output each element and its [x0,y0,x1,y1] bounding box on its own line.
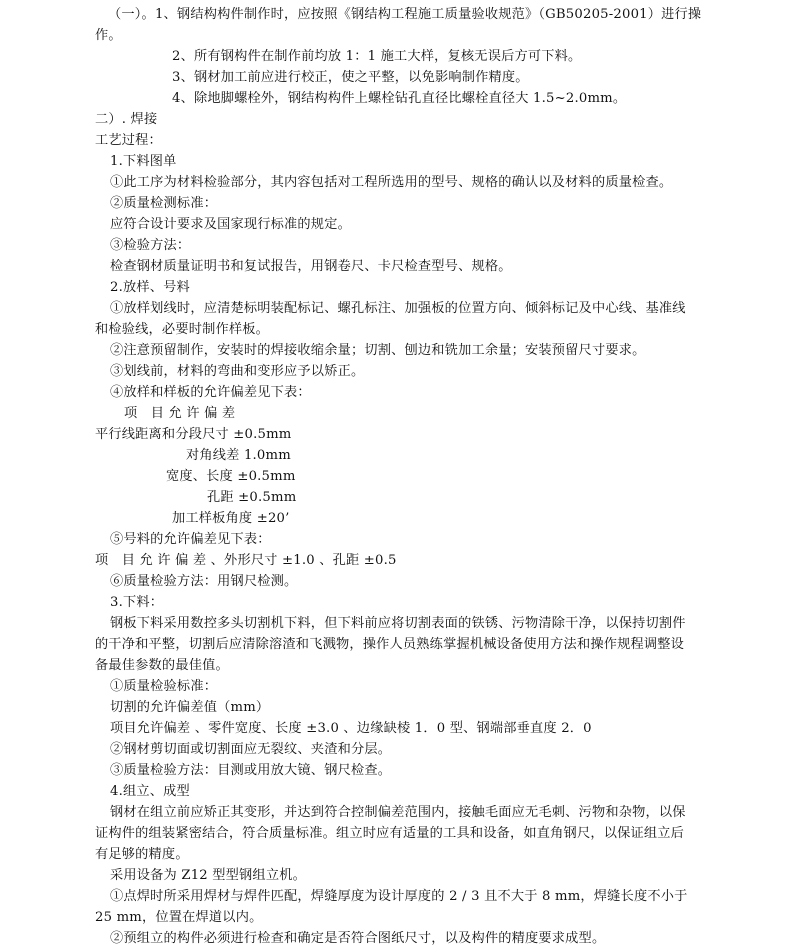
text-line: 证构件的组装紧密结合，符合质量标准。组立时应有适量的工具和设备，如直角钢尺，以保证组立后 [95,826,685,841]
subsection-heading: 2.放样、号料 [110,280,190,295]
text-line: 切割的允许偏差值（mm） [110,700,270,715]
text-line: ①放样划线时，应清楚标明装配标记、螺孔标注、加强板的位置方向、倾斜标记及中心线、基准线 [110,301,686,316]
cut-off-previous-line [95,0,615,3]
tolerance-row: 对角线差 1.0mm [186,448,291,463]
tolerance-row: 平行线距离和分段尺寸 ±0.5mm [95,427,292,442]
text-line: 2、所有钢构件在制作前均放 1：1 施工大样，复核无误后方可下料。 [172,49,582,64]
text-line: ②注意预留制作，安装时的焊接收缩余量；切割、刨边和铣加工余量；安装预留尺寸要求。 [110,343,646,358]
text-line: 应符合设计要求及国家现行标准的规定。 [110,217,351,232]
text-line: ①点焊时所采用焊材与焊件匹配，焊缝厚度为设计厚度的 2 / 3 且不大于 8 mm，焊缝长度不小于 [110,889,688,904]
text-line: ②质量检测标准： [110,196,218,211]
text-line: ①此工序为材料检验部分，其内容包括对工程所选用的型号、规格的确认以及材料的质量检查。 [110,175,673,190]
text-line: ③划线前，材料的弯曲和变形应予以矫正。 [110,364,365,379]
text-line: 采用设备为 Z12 型型钢组立机。 [110,868,306,883]
tolerance-table-header: 项 目 允 许 偏 差 [124,406,236,421]
text-line: 备最佳参数的最佳值。 [95,658,229,673]
text-line: 3、钢材加工前应进行校正，使之平整，以免影响制作精度。 [172,70,529,85]
text-line: 工艺过程： [95,133,162,148]
text-line: 作。 [95,28,122,43]
text-line: ④放样和样板的允许偏差见下表： [110,385,311,400]
text-line: 和检验线，必要时制作样板。 [95,322,270,337]
text-line: 有足够的精度。 [95,847,189,862]
text-line: 检查钢材质量证明书和复试报告，用钢卷尺、卡尺检查型号、规格。 [110,259,512,274]
text-line: 4、除地脚螺栓外，钢结构构件上螺栓钻孔直径比螺栓直径大 1.5~2.0mm。 [172,91,627,106]
section-heading: 二）. 焊接 [95,112,158,127]
text-line: ①质量检验标准： [110,679,218,694]
text-line: ③检验方法： [110,238,191,253]
tolerance-row: 加工样板角度 ±20’ [172,511,290,526]
subsection-heading: 3.下料： [110,595,164,610]
text-line: 钢材在组立前应矫正其变形，并达到符合控制偏差范围内，接触毛面应无毛刺、污物和杂物，以保 [110,805,686,820]
text-line: 25 mm，位置在焊道以内。 [95,910,263,925]
text-line: （一）。1、钢结构构件制作时，应按照《钢结构工程施工质量验收规范》（GB50205-2001）进行操 [108,7,702,22]
tolerance-row: 项目允许偏差 、零件宽度、长度 ±3.0 、边缘缺棱 1．0 型、钢端部垂直度 2．0 [110,721,592,736]
tolerance-row: 孔距 ±0.5mm [207,490,297,505]
text-line: 的干净和平整，切割后应清除溶渣和飞溅物，操作人员熟练掌握机械设备使用方法和操作规程调整设 [95,637,685,652]
tolerance-row: 项 目 允 许 偏 差 、外形尺寸 ±1.0 、孔距 ±0.5 [95,553,397,568]
text-line: ⑥质量检验方法：用钢尺检测。 [110,574,298,589]
subsection-heading: 1.下料图单 [110,154,177,169]
text-line: ⑤号料的允许偏差见下表： [110,532,271,547]
text-line: ③质量检验方法：目测或用放大镜、钢尺检查。 [110,763,392,778]
tolerance-row: 宽度、长度 ±0.5mm [166,469,296,484]
text-line: ②预组立的构件必须进行检查和确定是否符合图纸尺寸，以及构件的精度要求成型。 [110,931,606,946]
subsection-heading: 4.组立、成型 [110,784,190,799]
text-line: 钢板下料采用数控多头切割机下料，但下料前应将切割表面的铁锈、污物清除干净，以保持切割件 [110,616,686,631]
text-line: ②钢材剪切面或切割面应无裂纹、夹渣和分层。 [110,742,392,757]
